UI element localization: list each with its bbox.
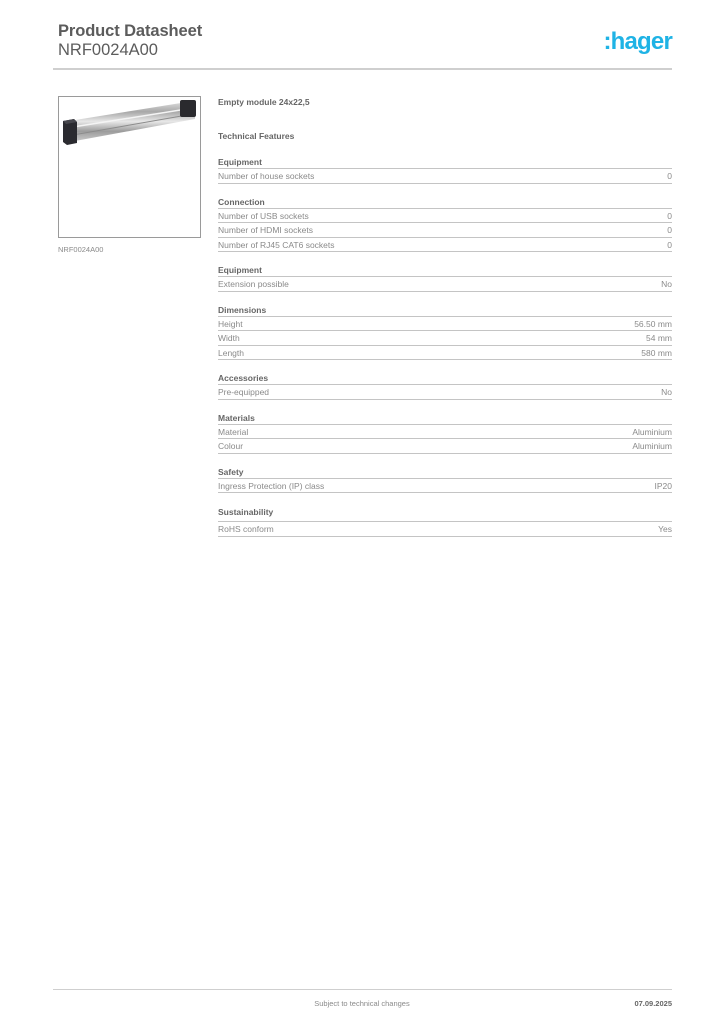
spec-label: Pre-equipped <box>218 387 270 397</box>
spec-label: Number of HDMI sockets <box>218 225 313 235</box>
spec-value: Aluminium <box>632 441 672 451</box>
spec-row <box>218 385 672 400</box>
spec-value: 580 mm <box>641 347 672 358</box>
section-accessories <box>218 372 672 400</box>
spec-value: IP20 <box>654 480 672 491</box>
footer-note: Subject to technical changes <box>314 999 410 1008</box>
spec-label: Ingress Protection (IP) class <box>218 480 325 491</box>
section-connection <box>218 196 672 253</box>
spec-row <box>218 277 672 292</box>
spec-value: 0 <box>667 239 672 250</box>
section-dimensions <box>218 304 672 361</box>
spec-label: Width <box>218 333 240 343</box>
spec-value: 0 <box>667 171 672 181</box>
spec-row <box>218 522 672 537</box>
spec-row <box>218 209 672 224</box>
spec-row <box>218 238 672 253</box>
spec-label: Length <box>218 347 244 358</box>
product-name: Empty module 24x22,5 <box>218 97 310 107</box>
spec-value: No <box>661 279 672 289</box>
section-title: Sustainability <box>218 505 672 522</box>
spec-value: Aluminium <box>632 426 672 437</box>
spec-label: RoHS conform <box>218 524 274 534</box>
section-sustainability <box>218 505 672 537</box>
spec-label: Number of USB sockets <box>218 210 309 221</box>
spec-row <box>218 425 672 440</box>
section-materials <box>218 412 672 454</box>
hager-logo: :hager <box>603 28 672 55</box>
section-equipment-extension <box>218 264 672 292</box>
spec-value: 54 mm <box>646 333 672 343</box>
technical-features-heading: Technical Features <box>218 131 295 141</box>
page-header <box>58 22 672 68</box>
spec-row <box>218 317 672 332</box>
image-caption: NRF0024A00 <box>58 245 104 254</box>
spec-row <box>218 439 672 454</box>
spec-value: 0 <box>667 225 672 235</box>
spec-row <box>218 223 672 238</box>
technical-content <box>218 96 672 537</box>
spec-value: 0 <box>667 210 672 221</box>
section-equipment <box>218 156 672 184</box>
section-title: Connection <box>218 196 672 209</box>
spec-value: No <box>661 387 672 397</box>
product-code: NRF0024A00 <box>58 41 158 59</box>
page-title: Product Datasheet <box>58 22 203 40</box>
section-title: Materials <box>218 412 672 425</box>
spec-row <box>218 346 672 361</box>
section-title: Safety <box>218 466 672 479</box>
spec-label: Material <box>218 426 249 437</box>
header-divider <box>53 68 672 70</box>
product-image <box>58 96 201 238</box>
spec-label: Extension possible <box>218 279 289 289</box>
spec-row <box>218 169 672 184</box>
section-title: Accessories <box>218 372 672 385</box>
spec-label: Number of house sockets <box>218 171 315 181</box>
section-title: Equipment <box>218 264 672 277</box>
spec-row <box>218 479 672 494</box>
spec-value: 56.50 mm <box>634 318 672 329</box>
spec-row <box>218 331 672 346</box>
aluminium-trunking-module-image <box>59 97 200 237</box>
section-title: Dimensions <box>218 304 672 317</box>
spec-label: Colour <box>218 441 244 451</box>
footer-date: 07.09.2025 <box>634 999 672 1008</box>
spec-value: Yes <box>658 524 672 534</box>
section-safety <box>218 466 672 494</box>
section-title: Equipment <box>218 156 672 169</box>
spec-label: Height <box>218 318 243 329</box>
spec-label: Number of RJ45 CAT6 sockets <box>218 239 335 250</box>
footer-divider <box>53 989 672 990</box>
